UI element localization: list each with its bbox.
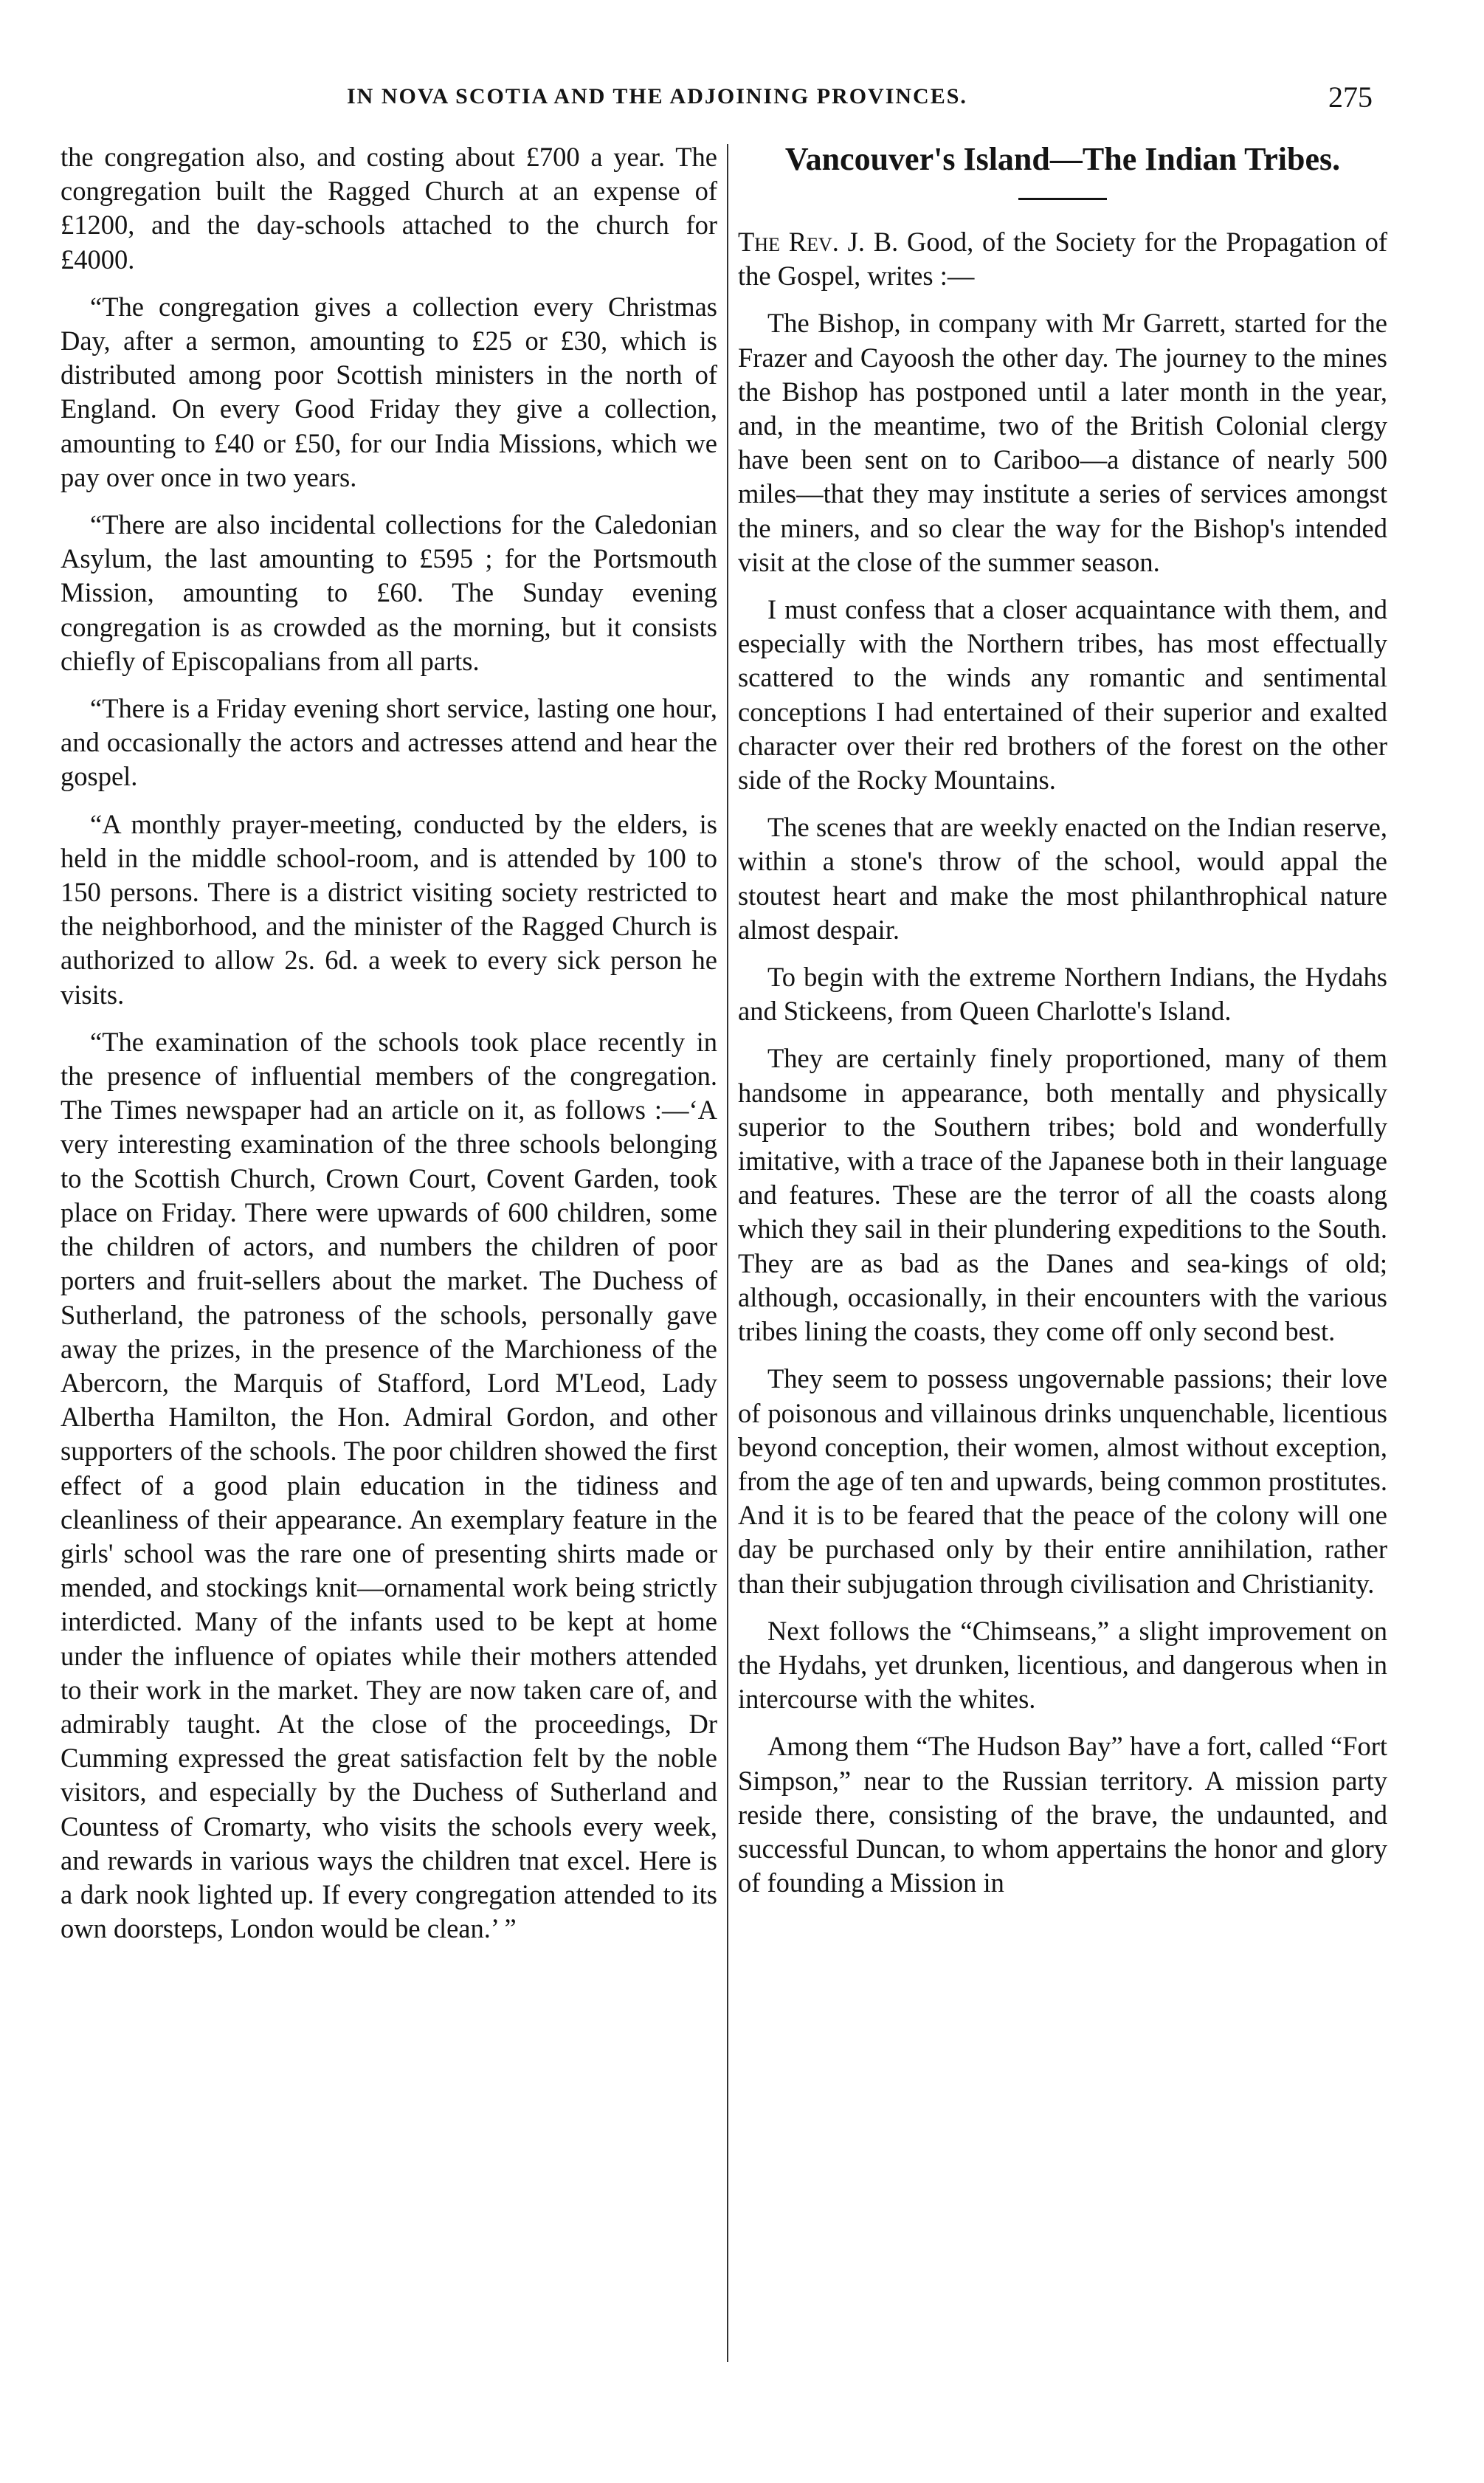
paragraph: I must confess that a closer acquaintance with them, and especially with the Northern tribes, has most effectually scattered to the winds any romantic and sentimental conceptions I had entertained of their superior and exalted character over their red brothers of the forest on the other side of the Rocky Mountains. <box>738 594 1387 796</box>
paragraph: Next follows the “Chimseans,” a slight improvement on the Hydahs, yet drunken, licentious, and dangerous when in intercourse with the whites. <box>738 1615 1387 1715</box>
page-header <box>325 80 1373 124</box>
heading-rule <box>1018 198 1107 200</box>
paragraph: “There are also incidental collections for the Caledonian Asylum, the last amounting to £595 ; for the Portsmouth Mission, amounting to £60. The Sunday evening congregation is as crowded as the morning, but it consists chiefly of Episcopalians from all parts. <box>61 509 717 676</box>
paragraph: “There is a Friday evening short service, lasting one hour, and occasionally the actors and actresses attend and hear the gospel. <box>61 693 717 792</box>
paragraph: Among them “The Hudson Bay” have a fort, called “Fort Simpson,” near to the Russian territory. A mission party reside there, consisting of the brave, the undaunted, and successful Duncan, to whom appertains the honor and glory of founding a Mission in <box>738 1731 1387 1898</box>
running-head: IN NOVA SCOTIA AND THE ADJOINING PROVINCES. <box>347 84 967 109</box>
right-column <box>738 140 1387 1913</box>
paragraph: “The congregation gives a collection every Christmas Day, after a sermon, amounting to £25 or £30, which is distributed among poor Scottish ministers in the north of England. On every Good Friday they give a collection, amounting to £40 or £50, for our India Missions, which we pay over once in two years. <box>61 291 717 492</box>
left-column <box>61 140 717 1959</box>
paragraph: They seem to possess ungovernable passions; their love of poisonous and villainous drinks unquenchable, licentious beyond conception, their women, almost without exception, from the age of ten and upwards, being common prostitutes. And it is to be feared that the peace of the colony will one day be purchased only by their entire annihilation, rather than their subjugation through civilisation and Christianity. <box>738 1363 1387 1599</box>
lead-smallcaps: The Rev. <box>738 227 839 257</box>
paragraph: The Bishop, in company with Mr Garrett, started for the Frazer and Cayoosh the other day. The journey to the mines the Bishop has postponed until a later month in the year, and, in the meantime, two of the British Colonial clergy have been sent on to Cariboo—a distance of nearly 500 miles—that they may institute a series of services amongst the miners, and so clear the way for the Bishop's intended visit at the close of the summer season. <box>738 308 1387 577</box>
lead-paragraph <box>738 225 1387 293</box>
page-number: 275 <box>1328 80 1373 114</box>
paragraph: To begin with the extreme Northern Indians, the Hydahs and Stickeens, from Queen Charlotte's Island. <box>738 962 1387 1027</box>
paragraph: “The examination of the schools took place recently in the presence of influential members of the congregation. The Times newspaper had an article on it, as follows :—‘A very interesting examination of the three schools belonging to the Scottish Church, Crown Court, Covent Garden, took place on Friday. There were upwards of 600 children, some the children of actors, and numbers the children of poor porters and fruit-sellers about the market. The Duchess of Sutherland, the patroness of the schools, personally gave away the prizes, in the presence of the Marchioness of the Abercorn, the Marquis of Stafford, Lord M'Leod, Lady Albertha Hamilton, the Hon. Admiral Gordon, and other supporters of the schools. The poor children showed the first effect of a good plain education in the tidiness and cleanliness of their appearance. An exemplary feature in the girls' school was the rare one of presenting shirts made or mended, and stockings knit—ornamental work being strictly interdicted. Many of the infants used to be kept at home under the influence of opiates while their mothers attended to their work in the market. They are now taken care of, and admirably taught. At the close of the proceedings, Dr Cumming expressed the great satisfaction felt by the noble visitors, and especially by the Duchess of Sutherland and Countess of Cromarty, who visits the schools every week, and rewards in various ways the children tnat excel. Here is a dark nook lighted up. If every congregation attended to its own doorsteps, London would be clean.’ ” <box>61 1026 717 1944</box>
paragraph: “A monthly prayer-meeting, conducted by the elders, is held in the middle school-room, and is attended by 100 to 150 persons. There is a district visiting society restricted to the neighborhood, and the minister of the Ragged Church is authorized to allow 2s. 6d. a week to every sick person he visits. <box>61 808 717 1010</box>
article-heading: Vancouver's Island—The Indian Tribes. <box>784 141 1341 177</box>
paragraph: the congregation also, and costing about £700 a year. The congregation built the Ragged Church at an expense of £1200, and the day-schools attached to the church for £4000. <box>61 142 717 275</box>
paragraph: They are certainly finely proportioned, many of them handsome in appearance, both mentally and physically superior to the Southern tribes; bold and wonderfully imitative, with a trace of the Japanese both in their language and features. These are the terror of all the coasts along which they sail in their plundering expeditions to the South. They are as bad as the Danes and sea-kings of old; although, occasionally, in their encounters with the various tribes lining the coasts, they come off only second best. <box>738 1043 1387 1347</box>
lead-text: J. B. Good, of the Society for the Propagation of the Gospel, writes :— <box>738 227 1387 292</box>
paragraph: The scenes that are weekly enacted on the Indian reserve, within a stone's throw of the school, would appal the stoutest heart and make the most philanthrophical nature almost despair. <box>738 812 1387 945</box>
column-divider <box>727 144 728 2362</box>
